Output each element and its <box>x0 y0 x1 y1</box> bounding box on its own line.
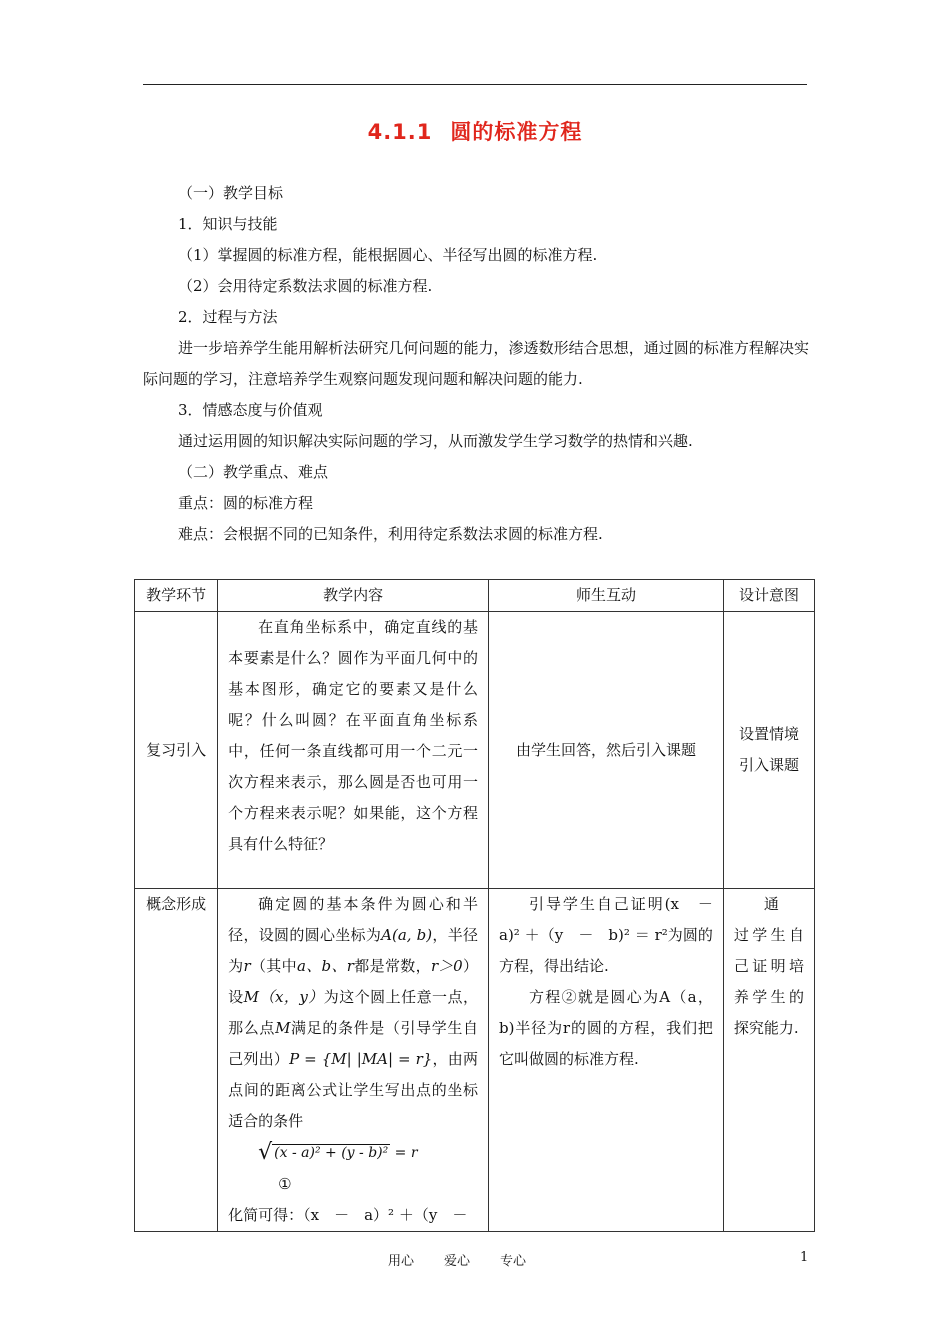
header-content: 教学内容 <box>218 580 489 612</box>
row1-intent-line2: 引入课题 <box>738 756 799 774</box>
row1-stage: 复习引入 <box>135 612 218 889</box>
section-number: 4.1.1 <box>367 120 433 144</box>
row2-text: 确定圆的基本条件为圆心和半径，设圆的圆心坐标为 <box>228 895 479 944</box>
formula-number: ① <box>278 1175 292 1193</box>
row1-intent <box>723 612 814 889</box>
process-method-body: 进一步培养学生能用解析法研究几何问题的能力，渗透数形结合思想，通过圆的标准方程解决实际问题的学习，注意培养学生观察问题发现问题和解决问题的能力. <box>143 339 809 388</box>
row1-content: 在直角坐标系中，确定直线的基本要素是什么？圆作为平面几何中的基本图形，确定它的要素又是什么呢？什么叫圆？在平面直角坐标系中，任何一条直线都可用一个二元一次方程来表示，那么圆是否也可用一个方程来表示呢？如果能，这个方程具有什么特征？ <box>218 612 489 889</box>
row2-text: ，半径为 <box>228 926 478 975</box>
formula-radicand: (x - a)² + (y - b)² <box>274 1145 389 1161</box>
distance-formula <box>258 1138 417 1169</box>
center-coord: A(a, b) <box>381 926 433 944</box>
key-point: 重点：圆的标准方程 <box>178 494 314 512</box>
header-stage: 教学环节 <box>135 580 218 612</box>
row2-content <box>218 889 489 1232</box>
point-m-label: M <box>275 1019 291 1037</box>
motto-1: 用心 <box>388 1254 415 1269</box>
row2-interaction-p2: 方程②就是圆心为A（a，b)半径为r的圆的方程，我们把它叫做圆的标准方程. <box>499 988 713 1068</box>
row2-interaction-p1: 引导学生自己证明(x － a)² ＋（y － b)² ＝ r²为圆的方程，得出结论. <box>499 895 728 975</box>
formula-rhs: = r <box>390 1145 418 1161</box>
knowledge-item-2: （2）会用待定系数法求圆的标准方程. <box>178 277 433 295</box>
process-method-heading: 2．过程与方法 <box>178 308 278 326</box>
table-row <box>135 889 815 1232</box>
header-rule <box>143 84 807 85</box>
header-intent: 设计意图 <box>723 580 814 612</box>
row2-text: ）设 <box>228 957 478 1006</box>
lesson-plan-table <box>134 579 815 1232</box>
header-interaction: 师生互动 <box>489 580 724 612</box>
row2-text: 为这个圆上任意一点，那么点 <box>228 988 479 1037</box>
difficulty-point: 难点：会根据不同的已知条件，利用待定系数法求圆的标准方程. <box>178 525 603 543</box>
table-row <box>135 612 815 889</box>
row2-text: （其中 <box>250 957 297 975</box>
motto-2: 爱心 <box>444 1254 471 1269</box>
simplify-line: 化简可得：（x － a）² ＋（y － <box>228 1206 468 1224</box>
row1-interaction: 由学生回答，然后引入课题 <box>489 612 724 889</box>
motto-3: 专心 <box>500 1254 527 1269</box>
title-text: 圆的标准方程 <box>450 120 583 144</box>
set-expression: P = {M| |MA| = r} <box>289 1050 433 1068</box>
page-title <box>0 116 950 146</box>
knowledge-skills-heading: 1．知识与技能 <box>178 215 278 233</box>
row2-text: ，由两点间的距离公式让学生写出点的坐标适合的条件 <box>228 1050 479 1130</box>
attitude-heading: 3．情感态度与价值观 <box>178 401 323 419</box>
row2-stage: 概念形成 <box>135 889 218 1232</box>
knowledge-item-1: （1）掌握圆的标准方程，能根据圆心、半径写出圆的标准方程. <box>178 246 598 264</box>
row2-text: 都是常数， <box>353 957 431 975</box>
row2-interaction <box>489 889 728 1232</box>
keypoints-heading: （二）教学重点、难点 <box>178 463 329 481</box>
row2-intent: 通 过学生自己证明培养学生的探究能力. <box>723 889 814 1232</box>
objectives-heading: （一）教学目标 <box>178 184 284 202</box>
sqrt-symbol: √ <box>258 1140 273 1165</box>
row2-text: 满足的条件是（引导学生自己列出） <box>228 1019 478 1068</box>
page-number: 1 <box>800 1250 809 1265</box>
constants-vars: a、b、r <box>296 957 354 975</box>
footer-mottos <box>388 1250 556 1269</box>
row1-intent-line1: 设置情境 <box>738 725 799 743</box>
point-m: M（x，y） <box>243 988 324 1006</box>
radius-condition: r＞0 <box>430 957 463 975</box>
radius-var: r <box>243 957 251 975</box>
distance-formula-line <box>228 1137 478 1200</box>
table-header-row <box>135 580 815 612</box>
attitude-body: 通过运用圆的知识解决实际问题的学习，从而激发学生学习数学的热情和兴趣. <box>178 432 693 450</box>
